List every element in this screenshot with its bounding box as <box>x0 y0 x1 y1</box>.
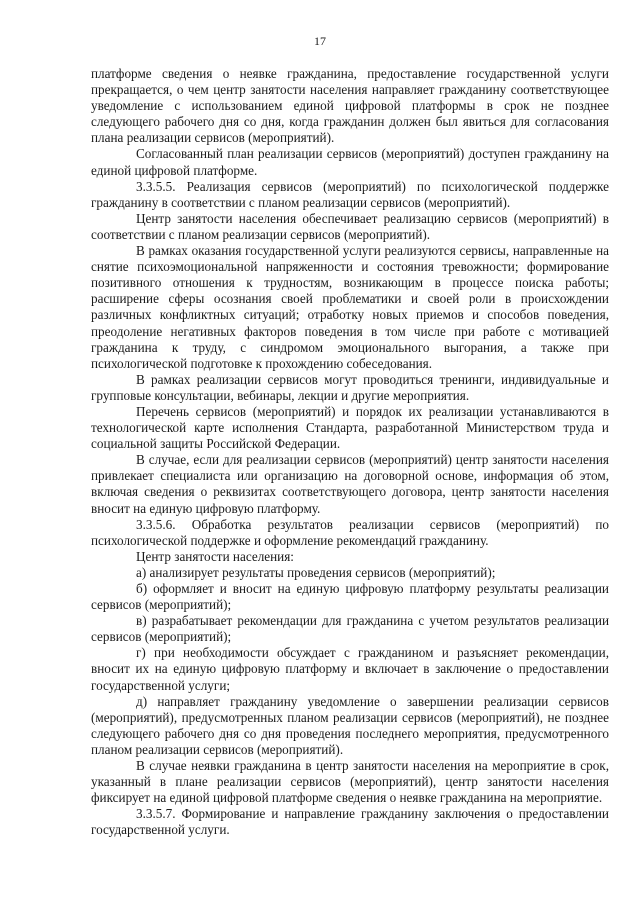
list-item-b: б) оформляет и вносит на единую цифровую платформу результаты реализации сервисов (мероприятий); <box>91 581 609 613</box>
paragraph-continuation: платформе сведения о неявке гражданина, предоставление государственной услуги прекращается, о чем центр занятости населения направляет гражданину соответствующее уведомление с использованием единой цифровой платформы в срок не позднее следующего рабочего дня со дня, когда гражданин должен был явиться для согласования плана реализации сервисов (мероприятий). <box>91 66 609 146</box>
list-item-v: в) разрабатывает рекомендации для гражданина с учетом результатов реализации сервисов (мероприятий); <box>91 613 609 645</box>
paragraph-services-scope: В рамках оказания государственной услуги реализуются сервисы, направленные на снятие психоэмоциональной напряженности и состояния тревожности; формирование позитивного отношения к трудностям, возникающим в процессе поиска работы; расширение сферы осознания своей проблематики и своей роли в происхождении различных конфликтных ситуаций; отработку новых приемов и способов поведения, преодоление негативных факторов поведения в том числе при работе с мотивацией гражданина к труду, с синдромом эмоционального выгорания, а также при психологической подготовке к прохождению собеседования. <box>91 243 609 371</box>
paragraph-contract-specialist: В случае, если для реализации сервисов (мероприятий) центр занятости населения привлекает специалиста или организацию на договорной основе, информация об этом, включая сведения о реквизитах соответствующего договора, центр занятости населения вносит на единую цифровую платформу. <box>91 452 609 516</box>
paragraph-center-ensures: Центр занятости населения обеспечивает реализацию сервисов (мероприятий) в соответствии с планом реализации сервисов (мероприятий). <box>91 210 609 242</box>
paragraph-no-show: В случае неявки гражданина в центр занятости населения на мероприятие в срок, указанный в плане реализации сервисов (мероприятий), центр занятости населения фиксирует на единой цифровой платформе сведения о неявке гражданина на мероприятие. <box>91 758 609 806</box>
list-item-d: д) направляет гражданину уведомление о завершении реализации сервисов (мероприятий), предусмотренных планом реализации сервисов (мероприятий), не позднее следующего рабочего дня со дня проведения последнего мероприятия, предусмотренного планом реализации сервисов (мероприятий). <box>91 693 609 757</box>
page-number: 17 <box>314 34 326 48</box>
paragraph-services-list: Перечень сервисов (мероприятий) и порядок их реализации устанавливаются в технологической карте исполнения Стандарта, разработанной Министерством труда и социальной защиты Российской Федерации. <box>91 403 609 452</box>
list-item-g: г) при необходимости обсуждает с гражданином и разъясняет рекомендации, вносит их на единую цифровую платформу и включает в заключение о предоставлении государственной услуги; <box>91 645 609 693</box>
paragraph-trainings: В рамках реализации сервисов могут проводиться тренинги, индивидуальные и групповые консультации, вебинары, лекции и другие мероприятия. <box>91 371 609 403</box>
paragraph-3-3-5-6-heading: 3.3.5.6. Обработка результатов реализации сервисов (мероприятий) по психологической поддержке и оформление рекомендаций гражданину. <box>91 516 609 548</box>
paragraph-plan-available: Согласованный план реализации сервисов (мероприятий) доступен гражданину на единой цифровой платформе. <box>91 146 609 178</box>
list-item-a: а) анализирует результаты проведения сервисов (мероприятий); <box>136 564 496 580</box>
paragraph-3-3-5-5-heading: 3.3.5.5. Реализация сервисов (мероприятий) по психологической поддержке гражданину в соответствии с планом реализации сервисов (мероприятий). <box>91 178 609 210</box>
paragraph-3-3-5-7-heading: 3.3.5.7. Формирование и направление гражданину заключения о предоставлении государственной услуги. <box>91 806 609 838</box>
document-body <box>91 66 609 839</box>
paragraph-center-label: Центр занятости населения: <box>136 548 294 564</box>
